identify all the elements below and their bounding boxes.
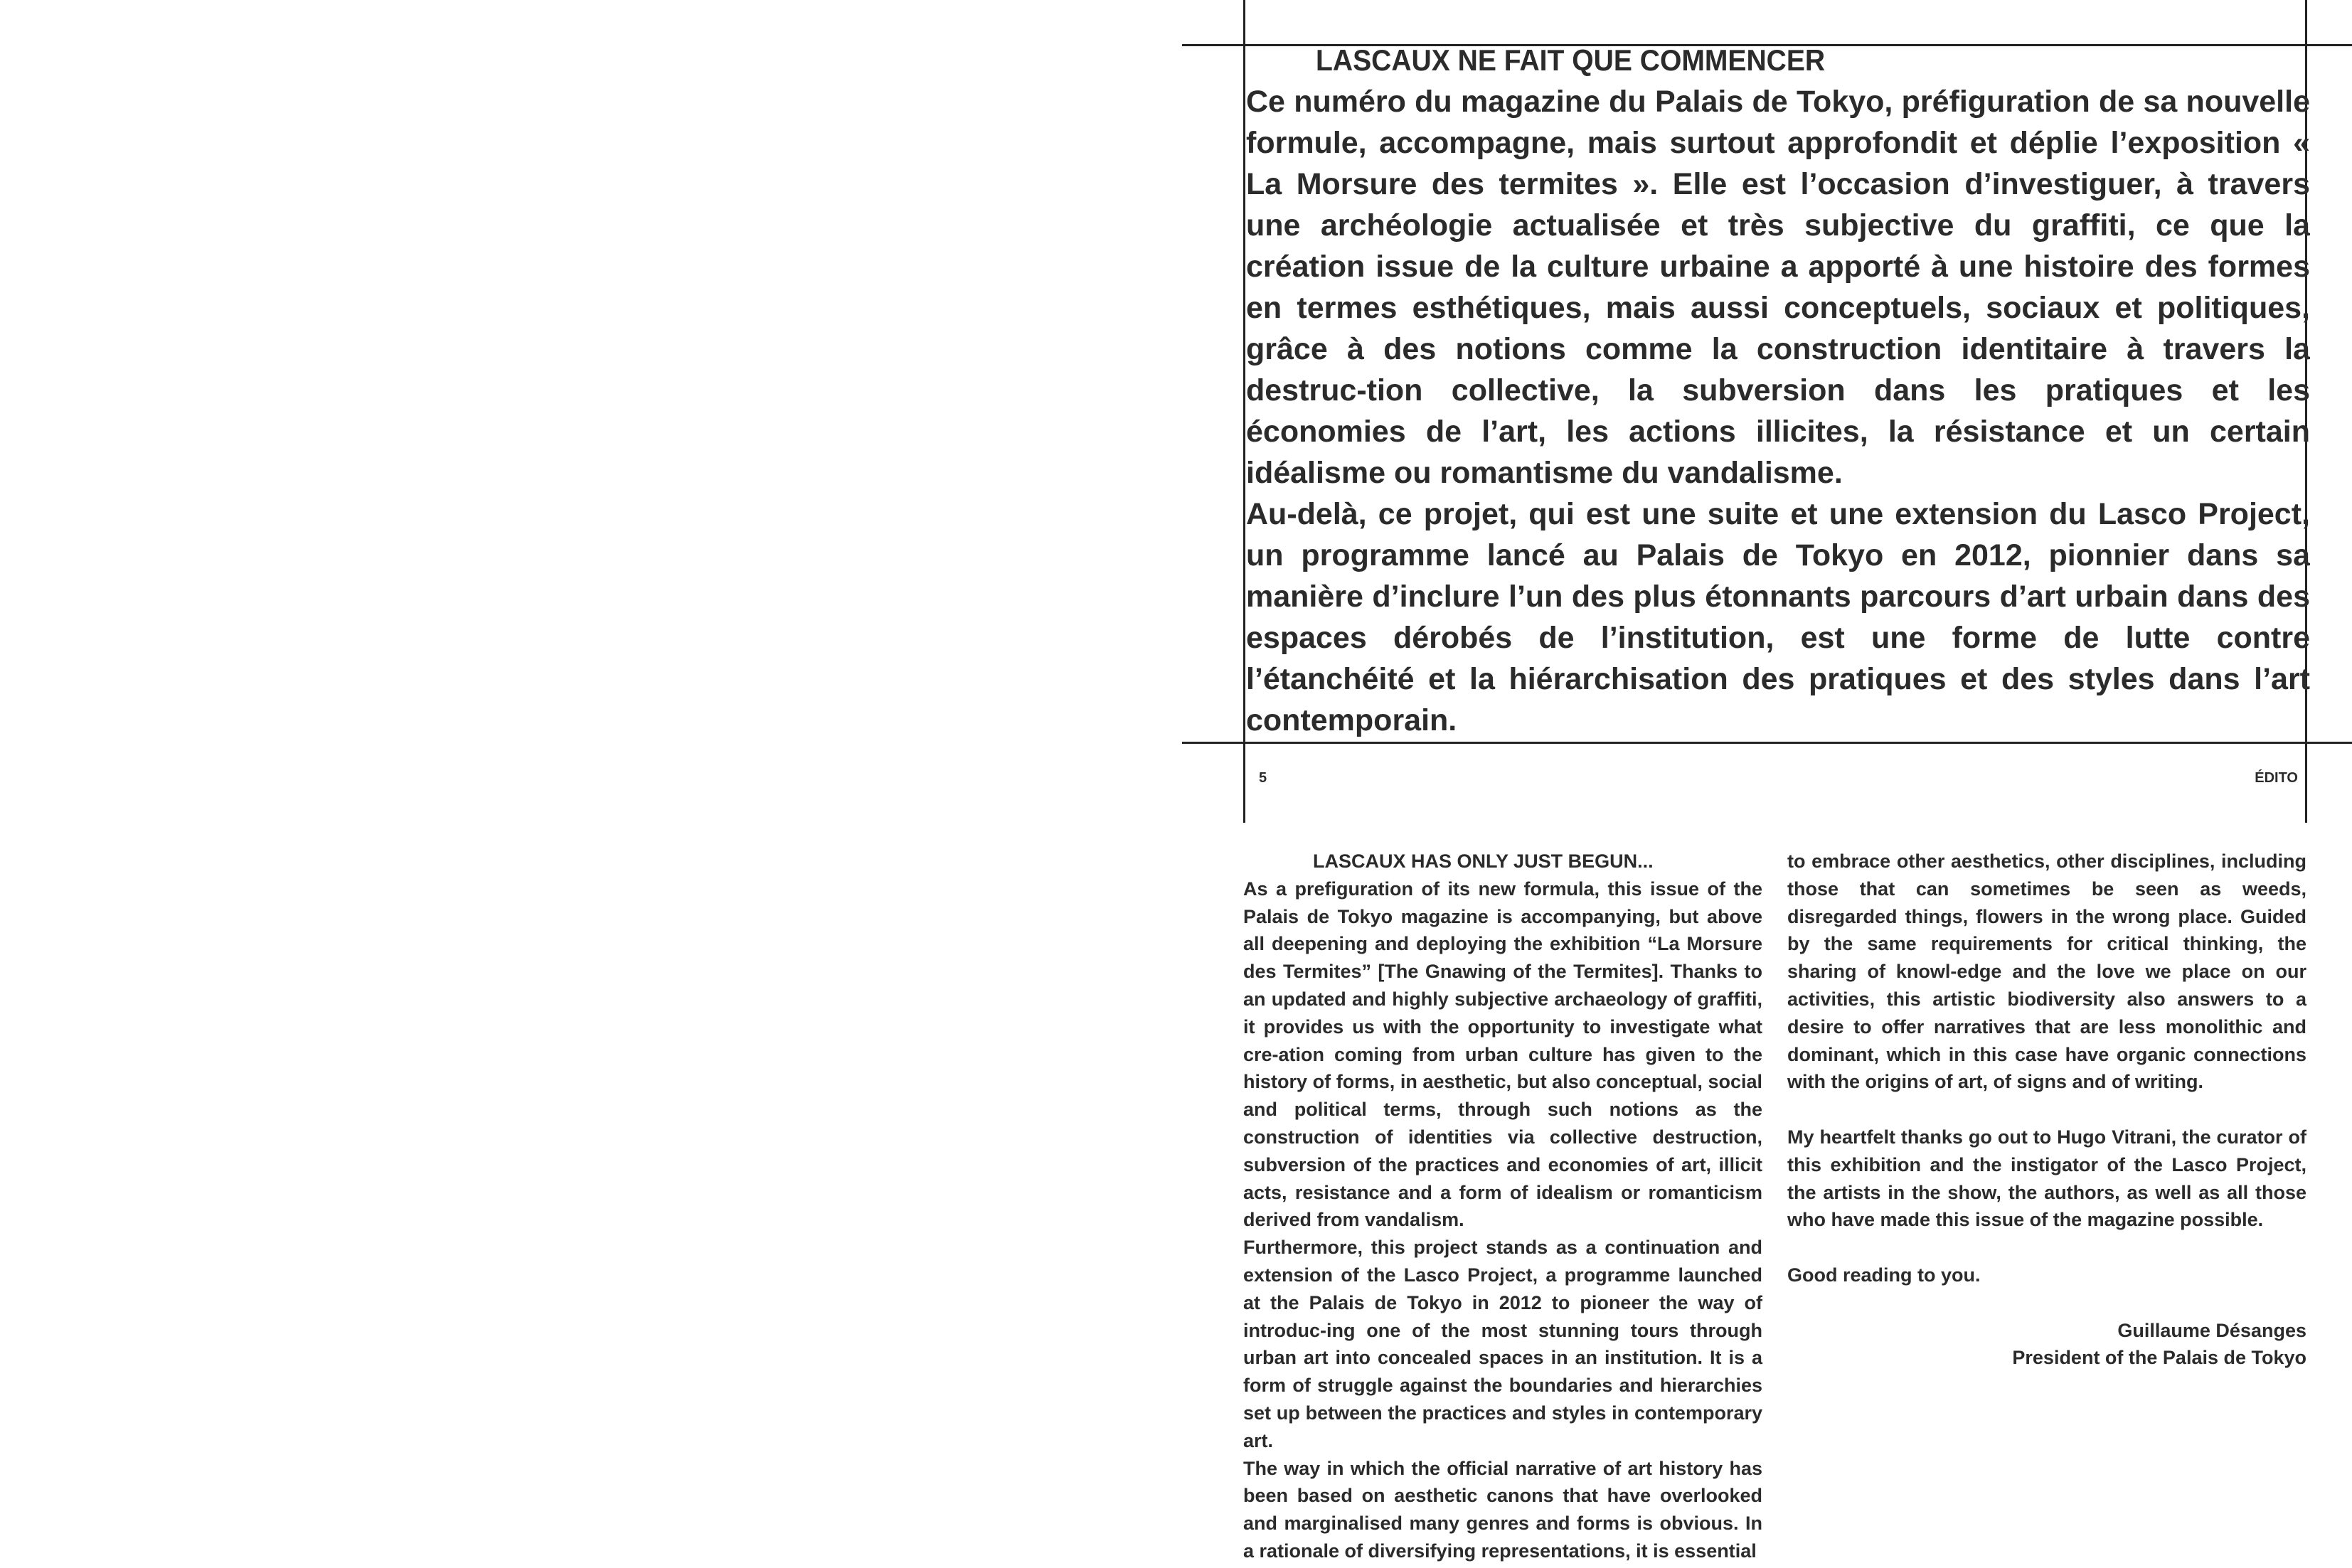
vertical-rule-left (1243, 0, 1245, 823)
english-paragraph: Furthermore, this project stands as a continuation and extension of the Lasco Project, a programme launched at the Palais de Tokyo in 2012 to pioneer the way of introduc-ing one of the most stunning tours through urban art into concealed spaces in an institution. It is a form of struggle against the boundaries and hierarchies set up between the practices and styles in contemporary art. (1243, 1237, 1762, 1451)
english-column-1 (1243, 848, 1762, 1565)
page-number: 5 (1259, 770, 1267, 786)
english-paragraph: Good reading to you. (1787, 1264, 1981, 1286)
french-title: LASCAUX NE FAIT QUE COMMENCER (1316, 43, 1826, 77)
french-paragraph (1246, 741, 2310, 742)
english-column-2 (1787, 848, 2306, 1372)
english-paragraph: The way in which the official narrative of art history has been based on aesthetic canons that have overlooked and marginalised many genres and forms is obvious. In a rationale of diversifying representations, it is essential (1243, 1457, 1762, 1562)
signature-name: Guillaume Désanges (2117, 1319, 2306, 1341)
english-title: LASCAUX HAS ONLY JUST BEGUN... (1313, 850, 1654, 872)
english-paragraph: My heartfelt thanks go out to Hugo Vitrani, the curator of this exhibition and the instigator of the Lasco Project, the artists in the show, the authors, as well as all those who have made this issue of the magazine possible. (1787, 1126, 2306, 1231)
french-paragraph: Ce numéro du magazine du Palais de Tokyo, préfiguration de sa nouvelle formule, accompagne, mais surtout approfondit et déplie l’exposition « La Morsure des termites ». Elle est l’occasion d’investiguer, à travers une archéologie actualisée et très subjective du graffiti, ce que la création issue de la culture urbaine a apporté à une histoire des formes en termes esthétiques, mais aussi conceptuels, sociaux et politiques, grâce à des notions comme la construction identitaire à travers la destruc-tion collective, la subversion dans les pratiques et les économies de l’art, les actions illicites, la résistance et un certain idéalisme ou romantisme du vandalisme. (1246, 85, 2310, 490)
signature-role: President of the Palais de Tokyo (2012, 1347, 2306, 1369)
french-body (1246, 81, 2310, 742)
english-paragraph: As a prefiguration of its new formula, this issue of the Palais de Tokyo magazine is accompanying, but above all deepening and deploying the exhibition “La Morsure des Termites” [The Gnawing of the Termites]. Thanks to an updated and highly subjective archaeology of graffiti, it provides us with the opportunity to investigate what cre-ation coming from urban culture has given to the history of forms, in aesthetic, but also conceptual, social and political terms, through such notions as the construction of identities via collective destruction, subversion of the practices and economies of art, illicit acts, resistance and a form of idealism or romanticism derived from vandalism. (1243, 878, 1762, 1231)
english-paragraph: to embrace other aesthetics, other disciplines, including those that can sometimes be seen as weeds, disregarded things, flowers in the wrong place. Guided by the same requirements for critical thinking, the sharing of knowl-edge and the love we place on our activities, this artistic biodiversity also answers to a desire to offer narratives that are less monolithic and dominant, which in this case have organic connections with the origins of art, of signs and of writing. (1787, 850, 2306, 1093)
french-paragraph: Au-delà, ce projet, qui est une suite et une extension du Lasco Project, un programme lancé au Palais de Tokyo en 2012, pionnier dans sa manière d’inclure l’un des plus étonnants parcours d’art urbain dans des espaces dérobés de l’institution, est une forme de lutte contre l’étanchéité et la hiérarchisation des pratiques et des styles dans l’art contemporain. (1246, 497, 2310, 737)
section-label: ÉDITO (2255, 770, 2298, 786)
